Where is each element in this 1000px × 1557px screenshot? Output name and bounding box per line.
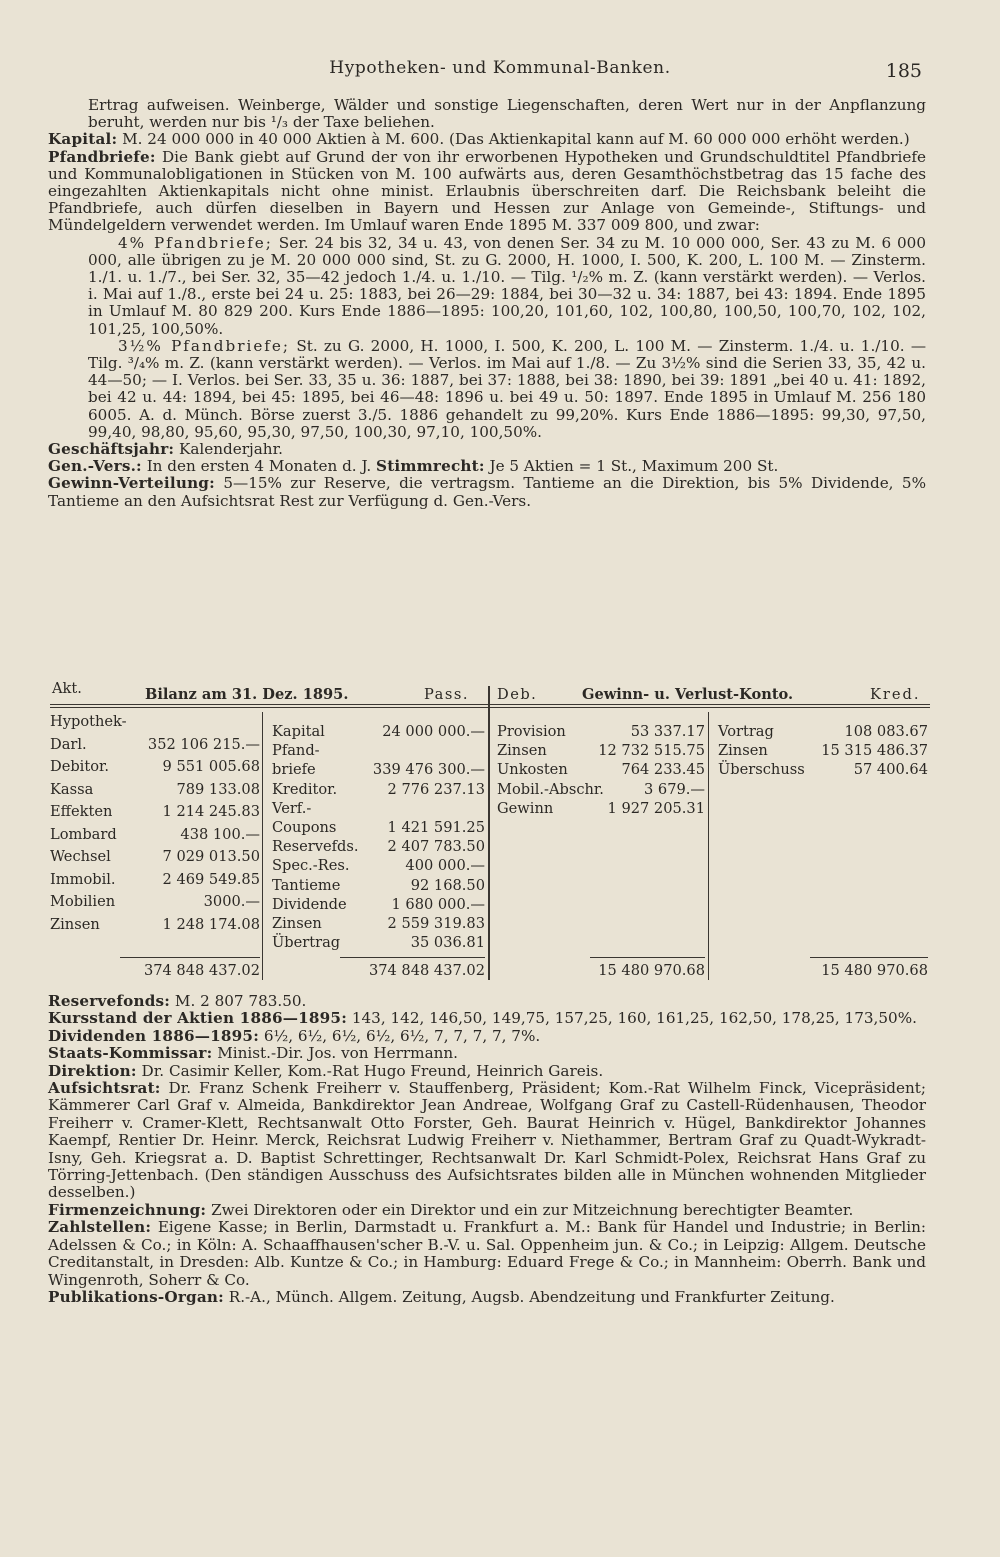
kredit-row-value: 57 400.64 <box>853 761 928 779</box>
akt-header: Akt. <box>52 680 82 697</box>
balance-top-rule-2 <box>50 707 930 708</box>
balance-sheet <box>50 680 930 982</box>
debet-row-label: Gewinn <box>497 799 554 817</box>
balance-top-rule <box>50 704 930 705</box>
passiva-row-label: Kreditor. <box>272 780 338 798</box>
aktiva-row-label: Lombard <box>50 825 117 843</box>
firmenzeichnung-label: Firmenzeichnung: <box>48 1200 207 1219</box>
gewinn-verteilung-text: 5—15% zur Reserve, die vertragsm. Tantieme an die Direktion, bis 5% Dividende, 5% Tantieme an den Aufsichtsrat Rest zur Verfügung d. Gen.-Vers. <box>48 474 926 510</box>
geschaeftsjahr-entry <box>48 441 926 458</box>
aktiva-row-label: Zinsen <box>50 915 100 933</box>
passiva-row-label: Reservefds. <box>272 838 359 856</box>
kredit-row-label: Vortrag <box>718 723 774 740</box>
debet-row-label: Unkosten <box>497 761 568 779</box>
kapital-text: M. 24 000 000 in 40 000 Aktien à M. 600. (Das Aktienkapital kann auf M. 60 000 000 erhöht werden.) <box>122 130 910 149</box>
aktiva-row-label: Mobilien <box>50 893 116 910</box>
aktiva-row-label: Darl. <box>50 735 87 753</box>
staatskommissar-label: Staats-Kommissar: <box>48 1044 213 1063</box>
passiva-row-value: 2 776 237.13 <box>387 780 485 798</box>
pass-header: Pass. <box>424 686 469 703</box>
bilanz-title: Bilanz am 31. Dez. 1895. <box>145 686 349 703</box>
geschaeftsjahr-text: Kalenderjahr. <box>179 440 283 459</box>
body-text-lower <box>48 992 927 1306</box>
passiva-row-value: 339 476 300.— <box>372 761 485 779</box>
dividenden-entry <box>48 1028 926 1045</box>
reservefonds-label: Reservefonds: <box>48 992 171 1010</box>
reservefonds-entry <box>48 993 926 1010</box>
pass-total-rule <box>340 957 485 958</box>
passiva-row-value: 400 000.— <box>405 857 485 875</box>
balance-divider-1 <box>262 712 263 980</box>
passiva-row-label: Tantieme <box>272 876 341 894</box>
debet-row-value: 764 233.45 <box>621 761 705 779</box>
aktiva-row-label: Wechsel <box>50 848 111 865</box>
pfandbriefe-4-text: Ser. 24 bis 32, 34 u. 43, von denen Ser. 34 zu M. 10 000 000, Ser. 43 zu M. 6 000 000, alle übrigen zu je M. 20 000 000 sind, St. zu G. 2000, H. 1000, I. 500, K. 200, L. 100 M. — Zinsterm. 1./1. u. 1./7., bei Ser. 32, 35—42 jedoch 1./4. u. 1./10. — Tilg. ¹/₂% m. Z. (kann verstärkt werden). — Verlos. i. Mai auf 1./8., erste bei 24 u. 25: 1883, bei 26—29: 1884, bei 30—32 u. 34: 1887, bei 43: 1894. Ende 1895 in Umlauf M. 80 829 200. Kurs Ende 1886—1895: 100,20, 101,60, 102, 100,80, 100,50, 100,70, 102, 102, 101,25, 100,50%. <box>88 233 926 338</box>
debet-row-label: Provision <box>497 723 566 740</box>
genvers-entry <box>48 458 926 475</box>
kredit-row-value: 15 315 486.37 <box>821 742 928 760</box>
balance-divider-3 <box>708 712 709 980</box>
staatskommissar-text: Minist.-Dir. Jos. von Herrmann. <box>217 1044 459 1063</box>
aktiva-row-label: Immobil. <box>50 870 116 888</box>
page-number: 185 <box>885 60 922 82</box>
direktion-text: Dr. Casimir Keller, Kom.-Rat Hugo Freund, Heinrich Gareis. <box>141 1061 604 1080</box>
publikationsorgan-label: Publikations-Organ: <box>48 1287 224 1306</box>
passiva-row-label: Verf.- <box>272 799 312 817</box>
kredit-row-label: Überschuss <box>718 761 805 779</box>
aktiva-row-label: Effekten <box>50 803 113 820</box>
passiva-row-value: 2 559 319.83 <box>387 915 485 932</box>
zahlstellen-label: Zahlstellen: <box>48 1218 152 1237</box>
passiva-row-value: 24 000 000.— <box>382 723 485 740</box>
kapital-label: Kapital: <box>48 130 118 149</box>
aktiva-row-value: 2 469 549.85 <box>162 870 260 888</box>
passiva-row-label: Coupons <box>272 819 337 836</box>
geschaeftsjahr-label: Geschäftsjahr: <box>48 440 175 459</box>
passiva-row-label: Zinsen <box>272 915 322 932</box>
akt-total-rule <box>120 957 260 958</box>
aktiva-row-value: 1 214 245.83 <box>162 803 260 820</box>
staatskommissar-entry <box>48 1045 926 1062</box>
passiva-row-label: Übertrag <box>272 934 341 952</box>
guv-title: Gewinn- u. Verlust-Konto. <box>582 686 794 703</box>
direktion-label: Direktion: <box>48 1061 137 1080</box>
akt-total: 374 848 437.02 <box>143 962 260 979</box>
debet-row-value: 53 337.17 <box>630 723 705 740</box>
passiva-row-label: Spec.-Res. <box>272 857 350 875</box>
pfandbriefe-35-paragraph <box>88 338 926 441</box>
passiva-row-label: Dividende <box>272 895 347 913</box>
passiva-row-label: Pfand- <box>272 742 320 760</box>
aktiva-row-value: 438 100.— <box>180 825 260 843</box>
stimmrecht-text: Je 5 Aktien = 1 St., Maximum 200 St. <box>489 457 779 476</box>
aktiva-row-label: Debitor. <box>50 758 110 775</box>
aktiva-row-label: Hypothek- <box>50 713 127 730</box>
debet-row-label: Mobil.-Abschr. <box>497 780 604 798</box>
publikationsorgan-text: R.-A., Münch. Allgem. Zeitung, Augsb. Abendzeitung und Frankfurter Zeitung. <box>228 1287 835 1306</box>
aktiva-row-value: 3000.— <box>203 893 260 910</box>
stimmrecht-label: Stimmrecht: <box>376 457 485 476</box>
aufsichtsrat-entry <box>48 1080 926 1202</box>
pfandbriefe-4-head: 4% Pfandbriefe; <box>118 233 273 252</box>
pfandbriefe-4-paragraph <box>88 235 926 338</box>
kredit-row-label: Zinsen <box>718 742 768 760</box>
balance-divider-main <box>488 686 490 980</box>
pfandbriefe-text: Die Bank giebt auf Grund der von ihr erworbenen Hypotheken und Grundschuldtitel Pfandbriefe und Kommunalobligationen in Stücken von M. 100 aufwärts aus, deren Gesamthöchstbetrag das 15 fache des eingezahlten Aktienkapitals nicht ohne minist. Erlaubnis überschreiten darf. Die Reichsbank beleiht die Pfandbriefe, auch dürfen dieselben in Bayern und Hessen zur Anlage von Gemeinde-, Stiftungs- und Mündelgeldern verwendet werden. Im Umlauf waren Ende 1895 M. 337 009 800, und zwar: <box>48 147 927 235</box>
genvers-label: Gen.-Vers.: <box>48 457 142 476</box>
kred-total: 15 480 970.68 <box>821 962 928 979</box>
aktiva-row-value: 789 133.08 <box>176 780 260 798</box>
passiva-row-label: Kapital <box>272 723 325 740</box>
deb-total-rule <box>590 957 705 958</box>
pfandbriefe-35-head: 3½% Pfandbriefe; <box>118 336 291 355</box>
zahlstellen-entry <box>48 1219 926 1289</box>
kursstand-label: Kursstand der Aktien 1886—1895: <box>48 1009 348 1028</box>
aktiva-row-value: 1 248 174.08 <box>162 915 260 933</box>
pfandbriefe-35-text: St. zu G. 2000, H. 1000, I. 500, K. 200, L. 100 M. — Zinsterm. 1./4. u. 1./10. — Tilg. ³/₄% m. Z. (kann verstärkt werden). — Verlos. im Mai auf 1./8. — Zu 3½% sind die Serien 33, 35, 42 u. 44—50; — I. Verlos. bei Ser. 33, 35 u. 36: 1887, bei 37: 1888, bei 38: 1890, bei 39: 1891 „bei 40 u. 41: 1892, bei 42 u. 44: 1894, bei 45: 1895, bei 46—48: 1896 u. bei 49 u. 50: 1897. Ende 1895 in Umlauf M. 256 180 6005. A. d. Münch. Börse zuerst 3./5. 1886 gehandelt zu 99,20%. Kurs Ende 1886—1895: 99,30, 97,50, 99,40, 98,80, 95,60, 95,30, 97,50, 100,30, 97,10, 100,50%. <box>88 336 927 441</box>
pfandbriefe-label: Pfandbriefe: <box>48 147 156 166</box>
passiva-row-value: 92 168.50 <box>410 876 485 894</box>
deb-total: 15 480 970.68 <box>598 962 705 979</box>
debet-row-value: 1 927 205.31 <box>607 799 705 817</box>
debet-row-value: 12 732 515.75 <box>598 742 705 760</box>
gewinn-verteilung-label: Gewinn-Verteilung: <box>48 474 215 493</box>
aufsichtsrat-label: Aufsichtsrat: <box>48 1079 161 1098</box>
firmenzeichnung-entry <box>48 1202 926 1219</box>
zahlstellen-text: Eigene Kasse; in Berlin, Darmstadt u. Frankfurt a. M.: Bank für Handel und Industrie; in Berlin: Adelssen & Co.; in Köln: A. Schaaffhausen'scher B.-V. u. Sal. Oppenheim jun. & Co.; in Leipzig: Allgem. Deutsche Creditanstalt, in Dresden: Alb. Kuntze & Co.; in Hamburg: Eduard Frege & Co.; in Mannheim: Oberrh. Bank und Wingenroth, Soherr & Co. <box>48 1218 927 1289</box>
dividenden-label: Dividenden 1886—1895: <box>48 1026 260 1045</box>
gewinn-verteilung-entry <box>48 475 926 509</box>
kred-total-rule <box>810 957 928 958</box>
passiva-row-value: 35 036.81 <box>410 934 485 952</box>
debet-row-label: Zinsen <box>497 742 547 760</box>
kursstand-text: 143, 142, 146,50, 149,75, 157,25, 160, 161,25, 162,50, 178,25, 173,50%. <box>351 1009 917 1028</box>
kapital-entry <box>48 131 926 148</box>
passiva-row-value: 1 680 000.— <box>391 895 485 913</box>
pass-total: 374 848 437.02 <box>368 962 485 979</box>
passiva-row-label: briefe <box>272 761 316 779</box>
direktion-entry <box>48 1063 926 1080</box>
debet-row-value: 3 679.— <box>643 780 705 798</box>
aktiva-row-label: Kassa <box>50 780 94 798</box>
intro-paragraph: Ertrag aufweisen. Weinberge, Wälder und sonstige Liegenschaften, deren Wert nur in der Anpflanzung beruht, werden nur bis ¹/₃ der Taxe beliehen. <box>88 96 926 132</box>
aktiva-row-value: 9 551 005.68 <box>162 758 260 775</box>
kred-header: Kred. <box>870 686 921 703</box>
aktiva-row-value: 7 029 013.50 <box>162 848 260 865</box>
firmenzeichnung-text: Zwei Direktoren oder ein Direktor und ein zur Mitzeichnung berechtigter Beamter. <box>211 1200 854 1219</box>
page-header <box>0 58 1000 88</box>
dividenden-text: 6½, 6½, 6½, 6½, 6½, 7, 7, 7, 7, 7%. <box>263 1026 541 1045</box>
running-title: Hypotheken- und Kommunal-Banken. <box>329 58 671 78</box>
reservefonds-text: M. 2 807 783.50. <box>174 992 307 1010</box>
kredit-row-value: 108 083.67 <box>844 723 928 740</box>
deb-header: Deb. <box>497 686 538 703</box>
passiva-row-value: 1 421 591.25 <box>387 819 485 836</box>
aufsichtsrat-text: Dr. Franz Schenk Freiherr v. Stauffenberg, Präsident; Kom.-Rat Wilhelm Finck, Vicepräsident; Kämmerer Carl Graf v. Almeida, Bankdirektor Jean Andreae, Wolfgang Graf zu Castell-Rüdenhausen, Theodor Freiherr v. Cramer-Klett, Rechtsanwalt Otto Forster, Geh. Baurat Heinrich v. Hügel, Bankdirektor Johannes Kaempf, Rentier Dr. Heinr. Merck, Reichsrat Ludwig Freiherr v. Niethammer, Bertram Graf zu Quadt-Wykradt-Isny, Geh. Kriegsrat a. D. Baptist Schrettinger, Rechtsanwalt Dr. Karl Schmidt-Polex, Reichsrat Hans Graf zu Törring-Jettenbach. (Den ständigen Ausschuss des Aufsichtsrates bilden alle in München wohnenden Mitglieder desselben.) <box>48 1079 927 1202</box>
body-text-upper <box>48 96 927 510</box>
kursstand-entry <box>48 1010 926 1027</box>
genvers-text: In den ersten 4 Monaten d. J. <box>146 457 372 476</box>
pfandbriefe-entry <box>48 149 926 235</box>
aktiva-row-value: 352 106 215.— <box>147 735 260 753</box>
passiva-row-value: 2 407 783.50 <box>387 838 485 856</box>
publikationsorgan-entry <box>48 1289 926 1306</box>
